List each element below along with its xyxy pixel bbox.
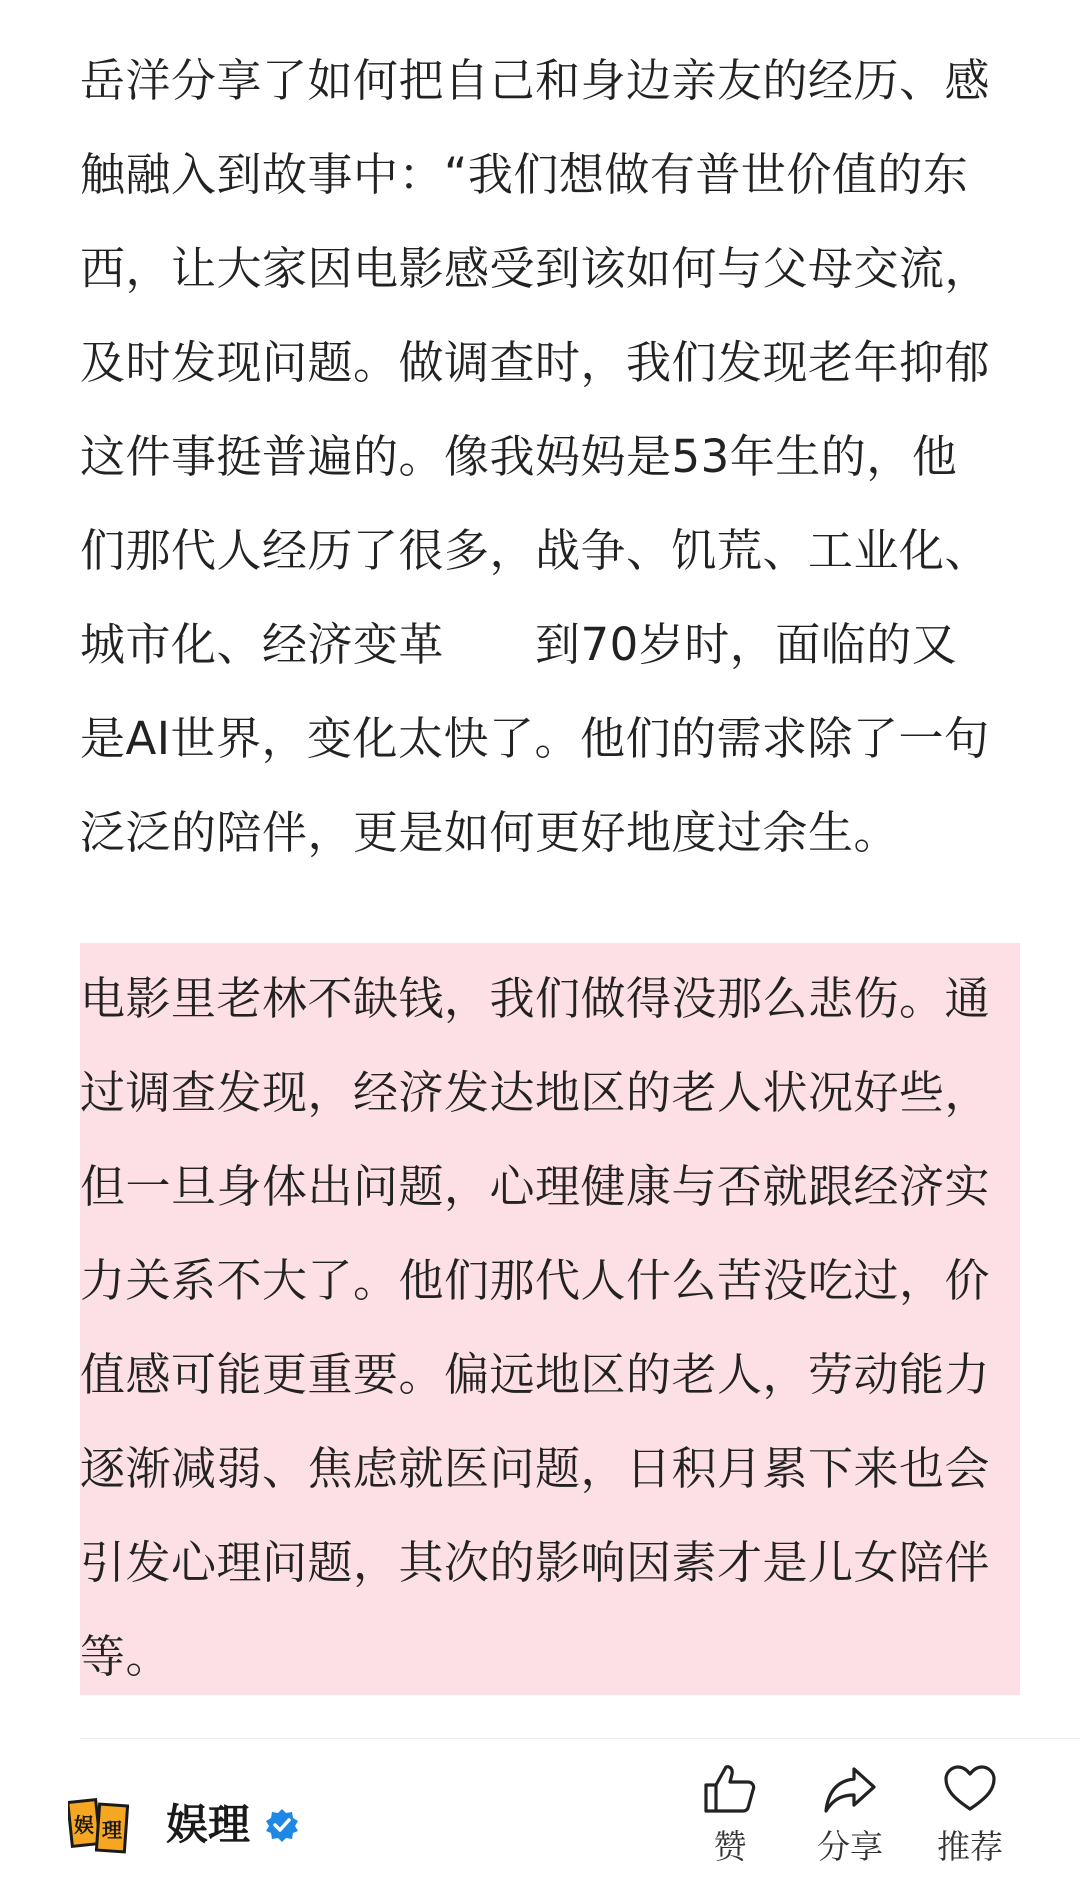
article-footer-bar — [0, 1739, 1080, 1887]
like-label: 赞 — [713, 1827, 747, 1866]
share-arrow-icon — [822, 1763, 878, 1815]
verified-badge-icon — [264, 1807, 300, 1843]
article-paragraph: 岳洋分享了如何把自己和身边亲友的经历、感触融入到故事中：“我们想做有普世价值的东西，让大家因电影感受到该如何与父母交流，及时发现问题。做调查时，我们发现老年抑郁这件事挺普遍的。像我妈妈是53年生的，他们那代人经历了很多，战争、饥荒、工业化、城市化、经济变革 到70岁时，面临的又是AI世界，变化太快了。他们的需求除了一句泛泛的陪伴，更是如何更好地度过余生。 — [80, 54, 991, 859]
author-name[interactable]: 娱理 — [166, 1800, 251, 1849]
share-button[interactable] — [795, 1763, 905, 1867]
avatar-char-1: 娱 — [74, 1813, 94, 1837]
recommend-label: 推荐 — [937, 1827, 1003, 1866]
thumbs-up-icon — [702, 1763, 758, 1815]
author-avatar[interactable] — [68, 1795, 130, 1857]
like-button[interactable] — [675, 1763, 785, 1867]
article-paragraph-highlighted: 电影里老林不缺钱，我们做得没那么悲伤。通过调查发现，经济发达地区的老人状况好些，但一旦身体出问题，心理健康与否就跟经济实力关系不大了。他们那代人什么苦没吃过，价值感可能更重要。偏远地区的老人，劳动能力逐渐减弱、焦虑就医问题，日积月累下来也会引发心理问题，其次的影响因素才是儿女陪伴等。 — [80, 972, 991, 1683]
avatar-char-2: 理 — [102, 1818, 122, 1842]
share-label: 分享 — [817, 1827, 883, 1866]
heart-icon — [942, 1763, 998, 1815]
recommend-button[interactable] — [915, 1763, 1025, 1867]
